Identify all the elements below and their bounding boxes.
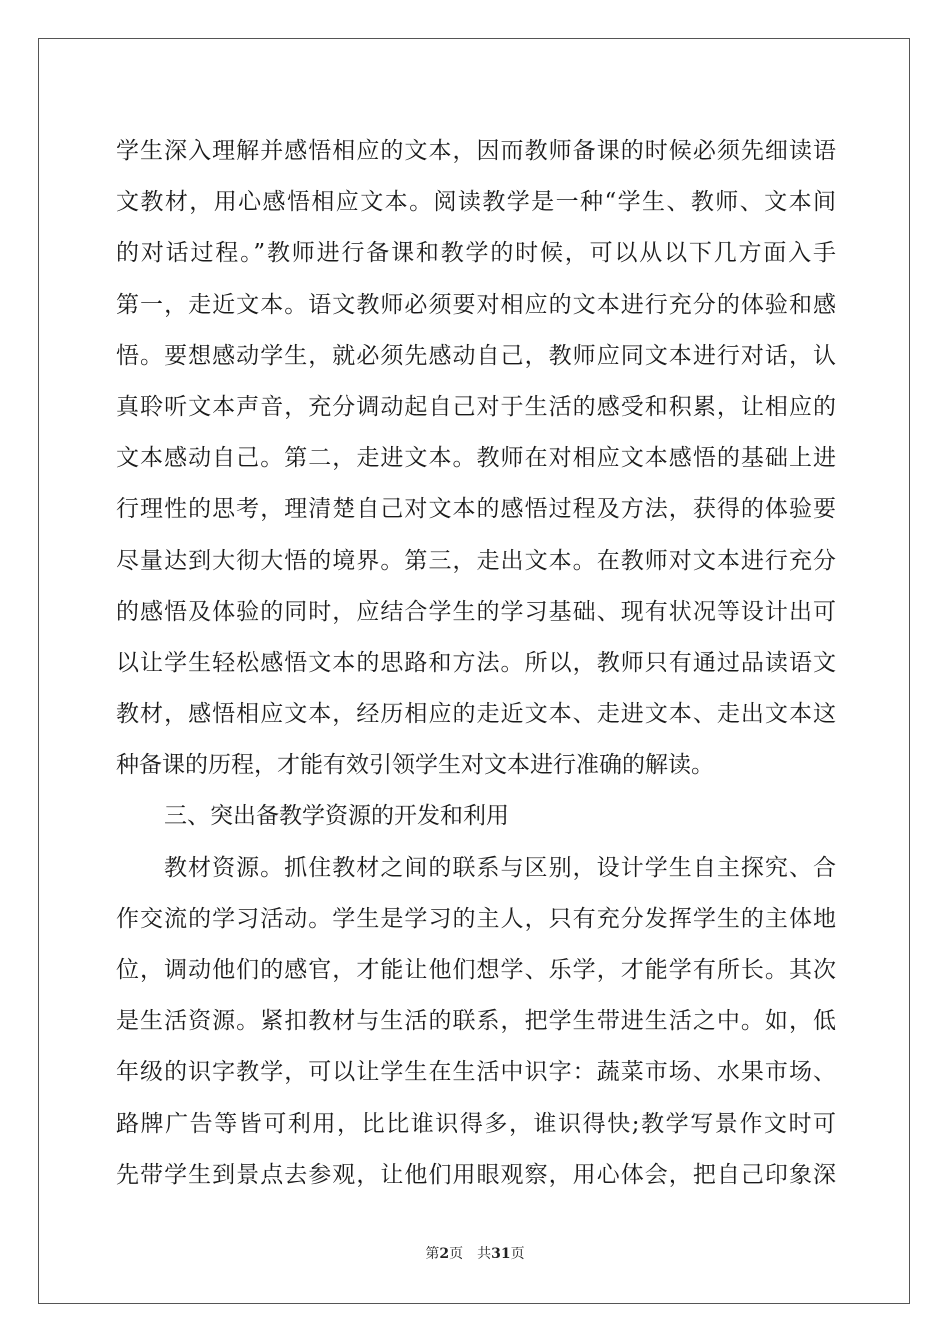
- section-heading: 三、突出备教学资源的开发和利用: [164, 803, 509, 830]
- text-line: 文教材，用心感悟相应文本。阅读教学是一种“学生、教师、文本间: [116, 189, 836, 216]
- text-line: 真聆听文本声音，充分调动起自己对于生活的感受和积累，让相应的: [116, 393, 836, 420]
- page-suffix: 页: [449, 1246, 464, 1262]
- document-body: [116, 126, 836, 1201]
- page-prefix: 第: [425, 1246, 440, 1262]
- text-line: 悟。要想感动学生，就必须先感动自己，教师应同文本进行对话，认: [116, 342, 836, 369]
- text-line: 学生深入理解并感悟相应的文本，因而教师备课的时候必须先细读语: [116, 138, 836, 164]
- page-total: 31: [491, 1246, 511, 1262]
- text-line: 先带学生到景点去参观，让他们用眼观察，用心体会，把自己印象深: [116, 1161, 836, 1188]
- text-line: 教材，感悟相应文本，经历相应的走近文本、走进文本、走出文本这: [116, 701, 836, 728]
- text-line: 位，调动他们的感官，才能让他们想学、乐学，才能学有所长。其次: [116, 957, 836, 983]
- text-line: 第一，走近文本。语文教师必须要对相应的文本进行充分的体验和感: [116, 291, 836, 318]
- text-line: 作交流的学习活动。学生是学习的主人，只有充分发挥学生的主体地: [116, 905, 836, 932]
- total-suffix: 页: [510, 1246, 525, 1262]
- text-line: 路牌广告等皆可利用，比比谁识得多，谁识得快;教学写景作文时可: [116, 1110, 836, 1137]
- page-current: 2: [439, 1246, 450, 1262]
- text-line: 行理性的思考，理清楚自己对文本的感悟过程及方法，获得的体验要: [116, 496, 836, 523]
- text-line: 文本感动自己。第二，走进文本。教师在对相应文本感悟的基础上进: [116, 445, 836, 472]
- text-line: 是生活资源。紧扣教材与生活的联系，把学生带进生活之中。如，低: [116, 1008, 836, 1035]
- text-line: 年级的识字教学，可以让学生在生活中识字：蔬菜市场、水果市场、: [116, 1059, 836, 1086]
- text-line: 以让学生轻松感悟文本的思路和方法。所以，教师只有通过品读语文: [116, 649, 836, 676]
- text-line: 尽量达到大彻大悟的境界。第三，走出文本。在教师对文本进行充分: [116, 547, 836, 574]
- text-line: 种备课的历程，才能有效引领学生对文本进行准确的解读。: [116, 752, 714, 779]
- page-footer: [0, 1243, 950, 1263]
- text-line: 教材资源。抓住教材之间的联系与区别，设计学生自主探究、合: [164, 854, 836, 881]
- text-line: 的对话过程。”教师进行备课和教学的时候，可以从以下几方面入手: [116, 240, 836, 267]
- total-prefix: 共: [477, 1246, 492, 1262]
- text-line: 的感悟及体验的同时，应结合学生的学习基础、现有状况等设计出可: [116, 598, 836, 625]
